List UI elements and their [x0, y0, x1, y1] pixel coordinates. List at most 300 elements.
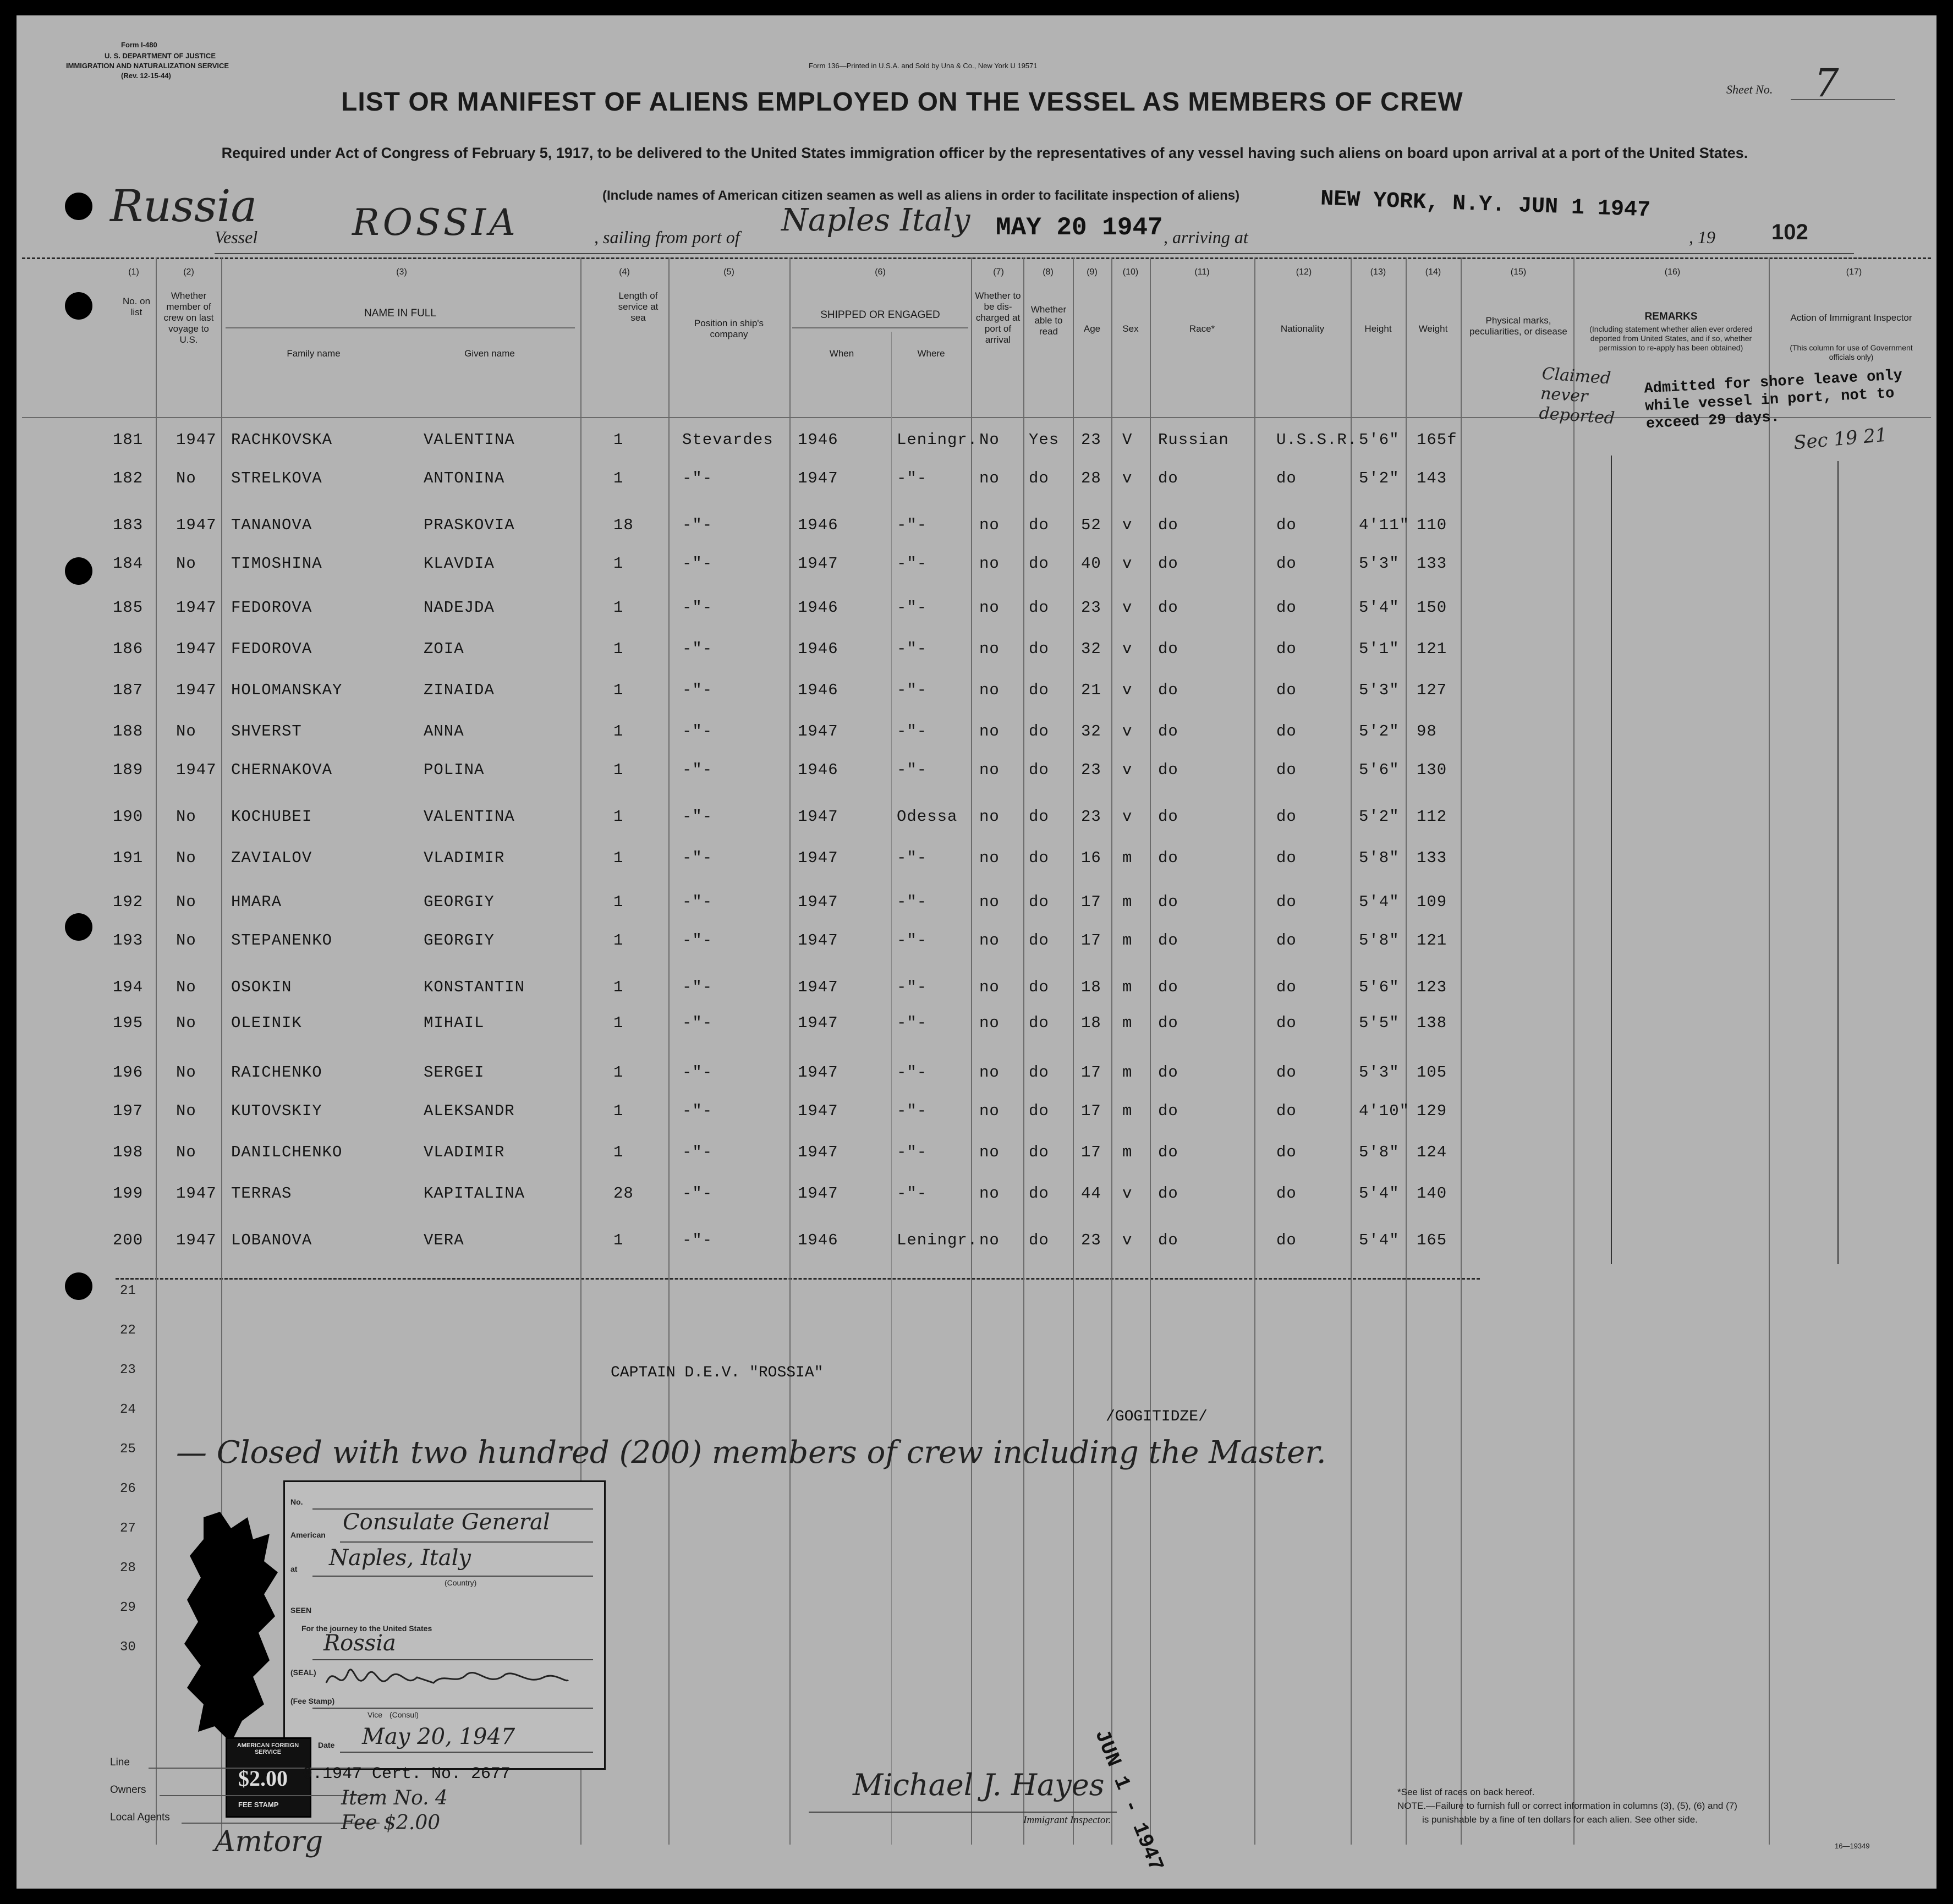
- discharged-cell: no: [979, 893, 1000, 911]
- col-num: (3): [396, 267, 407, 277]
- col-divider: [1406, 257, 1407, 1845]
- service: IMMIGRATION AND NATURALIZATION SERVICE: [66, 62, 229, 70]
- read-cell: do: [1029, 555, 1049, 573]
- empty-row-number: 29: [120, 1600, 136, 1615]
- read-cell: do: [1029, 681, 1049, 699]
- form-number: Form I-480: [121, 41, 157, 49]
- last-voyage-cell: No: [176, 1143, 196, 1161]
- where-cell: -"-: [897, 555, 928, 573]
- row-number: 185: [113, 599, 144, 617]
- family-name-cell: OLEINIK: [231, 1014, 302, 1032]
- where-cell: Odessa: [897, 808, 958, 826]
- col-header-family: Family name: [287, 348, 341, 359]
- where-cell: -"-: [897, 599, 928, 617]
- owners-label: Owners: [110, 1784, 146, 1796]
- when-cell: 1946: [798, 516, 838, 534]
- empty-row-number: 21: [120, 1283, 136, 1298]
- col-header-given: Given name: [464, 348, 515, 359]
- height-cell: 5'8": [1359, 849, 1400, 867]
- when-cell: 1946: [798, 681, 838, 699]
- sex-cell: v: [1122, 555, 1133, 573]
- race-cell: do: [1158, 516, 1178, 534]
- age-cell: 23: [1081, 808, 1101, 826]
- given-name-cell: ALEKSANDR: [424, 1102, 515, 1120]
- row-number: 194: [113, 978, 144, 996]
- family-name-cell: KOCHUBEI: [231, 808, 312, 826]
- age-cell: 32: [1081, 722, 1101, 740]
- age-cell: 17: [1081, 893, 1101, 911]
- race-cell: do: [1158, 640, 1178, 658]
- service-cell: 1: [613, 1063, 624, 1082]
- weight-cell: 123: [1417, 978, 1447, 996]
- last-voyage-cell: 1947: [176, 516, 217, 534]
- col-header-nationality: Nationality: [1280, 323, 1325, 334]
- where-cell: -"-: [897, 1143, 928, 1161]
- given-name-cell: POLINA: [424, 761, 485, 779]
- read-cell: Yes: [1029, 431, 1060, 449]
- where-cell: -"-: [897, 469, 928, 487]
- punch-hole: [65, 1272, 92, 1300]
- vessel-line-rule: [215, 253, 1854, 254]
- col-num: (5): [723, 267, 734, 277]
- service-cell: 1: [613, 1014, 624, 1032]
- family-name-cell: LOBANOVA: [231, 1231, 312, 1249]
- col-num: (2): [183, 267, 194, 277]
- age-cell: 40: [1081, 555, 1101, 573]
- age-cell: 44: [1081, 1184, 1101, 1203]
- position-cell: -"-: [682, 931, 713, 950]
- col-header-height: Height: [1364, 323, 1392, 334]
- age-cell: 17: [1081, 1143, 1101, 1161]
- race-cell: do: [1158, 761, 1178, 779]
- page-number: 102: [1771, 220, 1808, 244]
- row-number: 181: [113, 431, 144, 449]
- nationality-cell: do: [1276, 931, 1297, 950]
- weight-cell: 112: [1417, 808, 1447, 826]
- family-name-cell: HMARA: [231, 893, 282, 911]
- card-country-label: (Country): [445, 1578, 477, 1587]
- read-cell: do: [1029, 893, 1049, 911]
- sex-cell: v: [1122, 640, 1133, 658]
- service-cell: 1: [613, 681, 624, 699]
- row-number: 198: [113, 1143, 144, 1161]
- sex-cell: v: [1122, 599, 1133, 617]
- col-header-position: Position in ship's company: [694, 318, 764, 339]
- card-consulate: Consulate General: [343, 1510, 550, 1535]
- card-at-label: at: [290, 1565, 298, 1573]
- service-cell: 1: [613, 893, 624, 911]
- consular-stamp-card: [283, 1480, 606, 1770]
- closing-note: — Closed with two hundred (200) members of crew including the Master.: [176, 1435, 1326, 1470]
- card-at-place: Naples, Italy: [329, 1545, 471, 1571]
- card-rule: [312, 1659, 593, 1660]
- position-cell: -"-: [682, 722, 713, 740]
- form-code: 16—19349: [1835, 1842, 1870, 1850]
- age-cell: 17: [1081, 1102, 1101, 1120]
- row-number: 192: [113, 893, 144, 911]
- race-cell: do: [1158, 722, 1178, 740]
- service-cell: 1: [613, 978, 624, 996]
- service-cell: 1: [613, 849, 624, 867]
- weight-cell: 130: [1417, 761, 1447, 779]
- col-num: (11): [1194, 267, 1210, 277]
- last-voyage-cell: No: [176, 1014, 196, 1032]
- arrival-stamp: NEW YORK, N.Y. JUN 1 1947: [1320, 186, 1651, 223]
- read-cell: do: [1029, 931, 1049, 950]
- consul-signature: [323, 1661, 571, 1699]
- col-num: (9): [1087, 267, 1098, 277]
- age-cell: 23: [1081, 761, 1101, 779]
- nationality-cell: do: [1276, 722, 1297, 740]
- where-cell: Leningr.: [897, 1231, 978, 1249]
- captain-name: /GOGITIDZE/: [1106, 1408, 1208, 1425]
- end-of-list-line: [116, 1278, 1480, 1280]
- race-cell: do: [1158, 1063, 1178, 1082]
- row-number: 193: [113, 931, 144, 950]
- race-cell: do: [1158, 931, 1178, 950]
- where-cell: -"-: [897, 893, 928, 911]
- when-cell: 1947: [798, 978, 838, 996]
- col-divider: [156, 257, 157, 1845]
- col-header-action-note: (This column for use of Government officials only): [1790, 343, 1913, 361]
- discharged-cell: no: [979, 1184, 1000, 1203]
- position-cell: -"-: [682, 1231, 713, 1249]
- empty-row-number: 30: [120, 1640, 136, 1655]
- discharged-cell: No: [979, 431, 1000, 449]
- weight-cell: 121: [1417, 931, 1447, 950]
- height-cell: 5'4": [1359, 1184, 1400, 1203]
- page-title: LIST OR MANIFEST OF ALIENS EMPLOYED ON THE VESSEL AS MEMBERS OF CREW: [341, 87, 1463, 117]
- line-label: Line: [110, 1757, 130, 1768]
- row-number: 191: [113, 849, 144, 867]
- col-divider: [1769, 257, 1770, 1845]
- position-cell: -"-: [682, 599, 713, 617]
- when-cell: 1947: [798, 808, 838, 826]
- given-name-cell: VERA: [424, 1231, 464, 1249]
- last-voyage-cell: No: [176, 1063, 196, 1082]
- empty-row-number: 23: [120, 1363, 136, 1378]
- service-cell: 28: [613, 1184, 634, 1203]
- card-date-label: Date: [318, 1741, 335, 1749]
- last-voyage-cell: No: [176, 849, 196, 867]
- where-cell: -"-: [897, 1014, 928, 1032]
- sheet-number: 7: [1814, 61, 1839, 106]
- card-vessel: Rossia: [323, 1631, 396, 1656]
- given-name-cell: ZINAIDA: [424, 681, 495, 699]
- col-num: (8): [1043, 267, 1054, 277]
- col-num: (16): [1664, 267, 1681, 277]
- position-cell: -"-: [682, 1063, 713, 1082]
- where-cell: -"-: [897, 761, 928, 779]
- discharged-cell: no: [979, 640, 1000, 658]
- nationality-cell: do: [1276, 516, 1297, 534]
- height-cell: 5'2": [1359, 808, 1400, 826]
- read-cell: do: [1029, 978, 1049, 996]
- card-seen-label: SEEN: [290, 1606, 312, 1615]
- given-name-cell: GEORGIY: [424, 893, 495, 911]
- item-number: Item No. 4: [341, 1787, 448, 1809]
- given-name-cell: ZOIA: [424, 640, 464, 658]
- punch-hole: [65, 292, 92, 320]
- row-number: 183: [113, 516, 144, 534]
- height-cell: 4'10": [1359, 1102, 1410, 1120]
- row-number: 190: [113, 808, 144, 826]
- race-cell: do: [1158, 849, 1178, 867]
- arriving-label: , arriving at: [1164, 227, 1248, 247]
- inspector-signature: Michael J. Hayes: [853, 1768, 1105, 1802]
- weight-cell: 124: [1417, 1143, 1447, 1161]
- given-name-cell: VLADIMIR: [424, 1143, 505, 1161]
- discharged-cell: no: [979, 1102, 1000, 1120]
- instruction: (Include names of American citizen seamen as well as aliens in order to facilitate inspection of aliens): [602, 188, 1240, 203]
- service-cell: 1: [613, 431, 624, 449]
- height-cell: 5'5": [1359, 1014, 1400, 1032]
- empty-row-number: 22: [120, 1323, 136, 1338]
- age-cell: 52: [1081, 516, 1101, 534]
- position-cell: -"-: [682, 681, 713, 699]
- when-cell: 1947: [798, 931, 838, 950]
- sex-cell: v: [1122, 808, 1133, 826]
- family-name-cell: TERRAS: [231, 1184, 292, 1203]
- age-cell: 21: [1081, 681, 1101, 699]
- position-cell: -"-: [682, 893, 713, 911]
- family-name-cell: TIMOSHINA: [231, 555, 322, 573]
- sheet-label: Sheet No.: [1726, 83, 1773, 96]
- race-cell: do: [1158, 808, 1178, 826]
- row-number: 186: [113, 640, 144, 658]
- family-name-cell: OSOKIN: [231, 978, 292, 996]
- service-cell: 1: [613, 1143, 624, 1161]
- card-consul-label: (Consul): [389, 1710, 419, 1719]
- nationality-cell: do: [1276, 469, 1297, 487]
- row-number: 189: [113, 761, 144, 779]
- height-cell: 5'4": [1359, 893, 1400, 911]
- read-cell: do: [1029, 849, 1049, 867]
- age-cell: 18: [1081, 1014, 1101, 1032]
- empty-row-number: 28: [120, 1561, 136, 1576]
- sex-cell: v: [1122, 1231, 1133, 1249]
- service-cell: 1: [613, 761, 624, 779]
- where-cell: -"-: [897, 640, 928, 658]
- col-header-read: Whether able to read: [1030, 304, 1067, 337]
- col-num: (4): [619, 267, 630, 277]
- weight-cell: 105: [1417, 1063, 1447, 1082]
- discharged-cell: no: [979, 469, 1000, 487]
- height-cell: 5'4": [1359, 599, 1400, 617]
- nationality-cell: do: [1276, 640, 1297, 658]
- last-voyage-cell: 1947: [176, 640, 217, 658]
- race-cell: do: [1158, 1231, 1178, 1249]
- col-divider: [1111, 257, 1112, 1845]
- family-name-cell: SHVERST: [231, 722, 302, 740]
- position-cell: -"-: [682, 1143, 713, 1161]
- col-header-physical: Physical marks, peculiarities, or disease: [1469, 315, 1567, 337]
- given-name-cell: NADEJDA: [424, 599, 495, 617]
- nationality-cell: do: [1276, 681, 1297, 699]
- col-num: (13): [1370, 267, 1386, 277]
- punch-hole: [65, 557, 92, 585]
- col-divider: [1254, 257, 1255, 1845]
- card-fee-label: (Fee Stamp): [290, 1697, 335, 1705]
- last-voyage-cell: 1947: [176, 1231, 217, 1249]
- last-voyage-cell: No: [176, 893, 196, 911]
- last-voyage-cell: No: [176, 808, 196, 826]
- where-cell: -"-: [897, 978, 928, 996]
- discharged-cell: no: [979, 1231, 1000, 1249]
- race-cell: do: [1158, 599, 1178, 617]
- discharged-cell: no: [979, 978, 1000, 996]
- subtitle: Required under Act of Congress of February 5, 1917, to be delivered to the United States immigration officer by the representatives of any vessel having such aliens on board upon arrival at a port of the United States.: [221, 145, 1748, 161]
- row-number: 199: [113, 1184, 144, 1203]
- col-header-last-voyage: Whether member of crew on last voyage to U.S.: [163, 290, 214, 345]
- action-handwritten: Sec 19 21: [1792, 424, 1889, 454]
- read-cell: do: [1029, 1014, 1049, 1032]
- nationality-cell: do: [1276, 1184, 1297, 1203]
- position-cell: -"-: [682, 1102, 713, 1120]
- family-name-cell: FEDOROVA: [231, 640, 312, 658]
- nationality-cell: do: [1276, 1102, 1297, 1120]
- last-voyage-cell: 1947: [176, 681, 217, 699]
- race-cell: do: [1158, 555, 1178, 573]
- inspector-label: Immigrant Inspector.: [1023, 1814, 1111, 1826]
- year-label: , 19: [1689, 227, 1715, 247]
- fee-handwritten: Fee $2.00: [341, 1812, 441, 1834]
- col-divider: [971, 257, 972, 1845]
- position-cell: -"-: [682, 808, 713, 826]
- read-cell: do: [1029, 1184, 1049, 1203]
- service-cell: 1: [613, 722, 624, 740]
- card-rule: [312, 1708, 593, 1709]
- position-cell: Stevardes: [682, 431, 773, 449]
- sex-cell: m: [1122, 1063, 1133, 1082]
- weight-cell: 110: [1417, 516, 1447, 534]
- height-cell: 5'3": [1359, 1063, 1400, 1082]
- weight-cell: 121: [1417, 640, 1447, 658]
- where-cell: -"-: [897, 1184, 928, 1203]
- last-voyage-cell: No: [176, 722, 196, 740]
- row-number: 187: [113, 681, 144, 699]
- card-rule: [340, 1752, 593, 1753]
- weight-cell: 150: [1417, 599, 1447, 617]
- certificate-stamp: 0.1947 Cert. No. 2677: [303, 1765, 511, 1784]
- given-name-cell: VLADIMIR: [424, 849, 505, 867]
- col-divider: [891, 332, 892, 1845]
- fee-stamp: [226, 1737, 311, 1818]
- weight-cell: 140: [1417, 1184, 1447, 1203]
- when-cell: 1947: [798, 893, 838, 911]
- age-cell: 32: [1081, 640, 1101, 658]
- read-cell: do: [1029, 1102, 1049, 1120]
- nationality-cell: do: [1276, 599, 1297, 617]
- age-cell: 23: [1081, 599, 1101, 617]
- age-cell: 28: [1081, 469, 1101, 487]
- given-name-cell: KLAVDIA: [424, 555, 495, 573]
- service-cell: 1: [613, 469, 624, 487]
- weight-cell: 165: [1417, 1231, 1447, 1249]
- empty-row-number: 26: [120, 1482, 136, 1496]
- weight-cell: 109: [1417, 893, 1447, 911]
- read-cell: do: [1029, 1063, 1049, 1082]
- department: U. S. DEPARTMENT OF JUSTICE: [105, 52, 216, 60]
- nationality-cell: do: [1276, 978, 1297, 996]
- sheet-underline: [1791, 99, 1895, 100]
- col-num: (15): [1510, 267, 1527, 277]
- nationality-cell: do: [1276, 849, 1297, 867]
- age-cell: 17: [1081, 1063, 1101, 1082]
- card-date: May 20, 1947: [362, 1724, 515, 1749]
- height-cell: 5'8": [1359, 1143, 1400, 1161]
- col-header-where: Where: [917, 348, 945, 359]
- sex-cell: v: [1122, 1184, 1133, 1203]
- when-cell: 1947: [798, 469, 838, 487]
- nationality-cell: do: [1276, 761, 1297, 779]
- physical-remark-handwritten: Claimed never deported: [1538, 364, 1616, 429]
- when-cell: 1947: [798, 1063, 838, 1082]
- where-cell: -"-: [897, 1102, 928, 1120]
- fee-stamp-bottom: FEE STAMP: [238, 1801, 279, 1809]
- sex-cell: v: [1122, 516, 1133, 534]
- vessel-label: Vessel: [215, 227, 258, 247]
- printer-line: Form 136—Printed in U.S.A. and Sold by Una & Co., New York U 19571: [809, 62, 1038, 70]
- col-divider: [789, 257, 791, 1845]
- sex-cell: m: [1122, 1102, 1133, 1120]
- age-cell: 16: [1081, 849, 1101, 867]
- sex-cell: v: [1122, 681, 1133, 699]
- card-vice-label: Vice: [367, 1710, 382, 1719]
- row-number: 200: [113, 1231, 144, 1249]
- weight-cell: 138: [1417, 1014, 1447, 1032]
- position-cell: -"-: [682, 469, 713, 487]
- sex-cell: m: [1122, 893, 1133, 911]
- discharged-cell: no: [979, 1063, 1000, 1082]
- where-cell: -"-: [897, 722, 928, 740]
- given-name-cell: ANTONINA: [424, 469, 505, 487]
- service-cell: 18: [613, 516, 634, 534]
- local-agents-label: Local Agents: [110, 1812, 170, 1823]
- discharged-cell: no: [979, 1143, 1000, 1161]
- family-name-cell: TANANOVA: [231, 516, 312, 534]
- when-cell: 1947: [798, 555, 838, 573]
- vessel-name: ROSSIA: [352, 201, 519, 244]
- where-cell: -"-: [897, 516, 928, 534]
- col-num: (1): [128, 267, 139, 277]
- last-voyage-cell: 1947: [176, 431, 217, 449]
- col-header-remarks: REMARKS: [1644, 311, 1698, 322]
- weight-cell: 133: [1417, 849, 1447, 867]
- given-name-cell: PRASKOVIA: [424, 516, 515, 534]
- position-cell: -"-: [682, 761, 713, 779]
- service-cell: 1: [613, 931, 624, 950]
- discharged-cell: no: [979, 1014, 1000, 1032]
- given-name-cell: GEORGIY: [424, 931, 495, 950]
- col-header-service: Length of service at sea: [618, 290, 659, 323]
- sailing-date-stamp: MAY 20 1947: [996, 213, 1163, 242]
- col-num: (7): [993, 267, 1004, 277]
- family-name-cell: DANILCHENKO: [231, 1143, 343, 1161]
- when-cell: 1947: [798, 1184, 838, 1203]
- header-bottom-rule: [22, 417, 1931, 418]
- given-name-cell: MIHAIL: [424, 1014, 485, 1032]
- read-cell: do: [1029, 722, 1049, 740]
- read-cell: do: [1029, 516, 1049, 534]
- height-cell: 5'4": [1359, 1231, 1400, 1249]
- nationality-cell: do: [1276, 555, 1297, 573]
- position-cell: -"-: [682, 516, 713, 534]
- sex-cell: v: [1122, 722, 1133, 740]
- when-cell: 1946: [798, 1231, 838, 1249]
- col-header-remarks-note: (Including statement whether alien ever ordered deported from United States, and if so, whether permission to re-apply has been obtained): [1589, 325, 1753, 352]
- fee-stamp-top: AMERICAN FOREIGN SERVICE: [237, 1742, 299, 1755]
